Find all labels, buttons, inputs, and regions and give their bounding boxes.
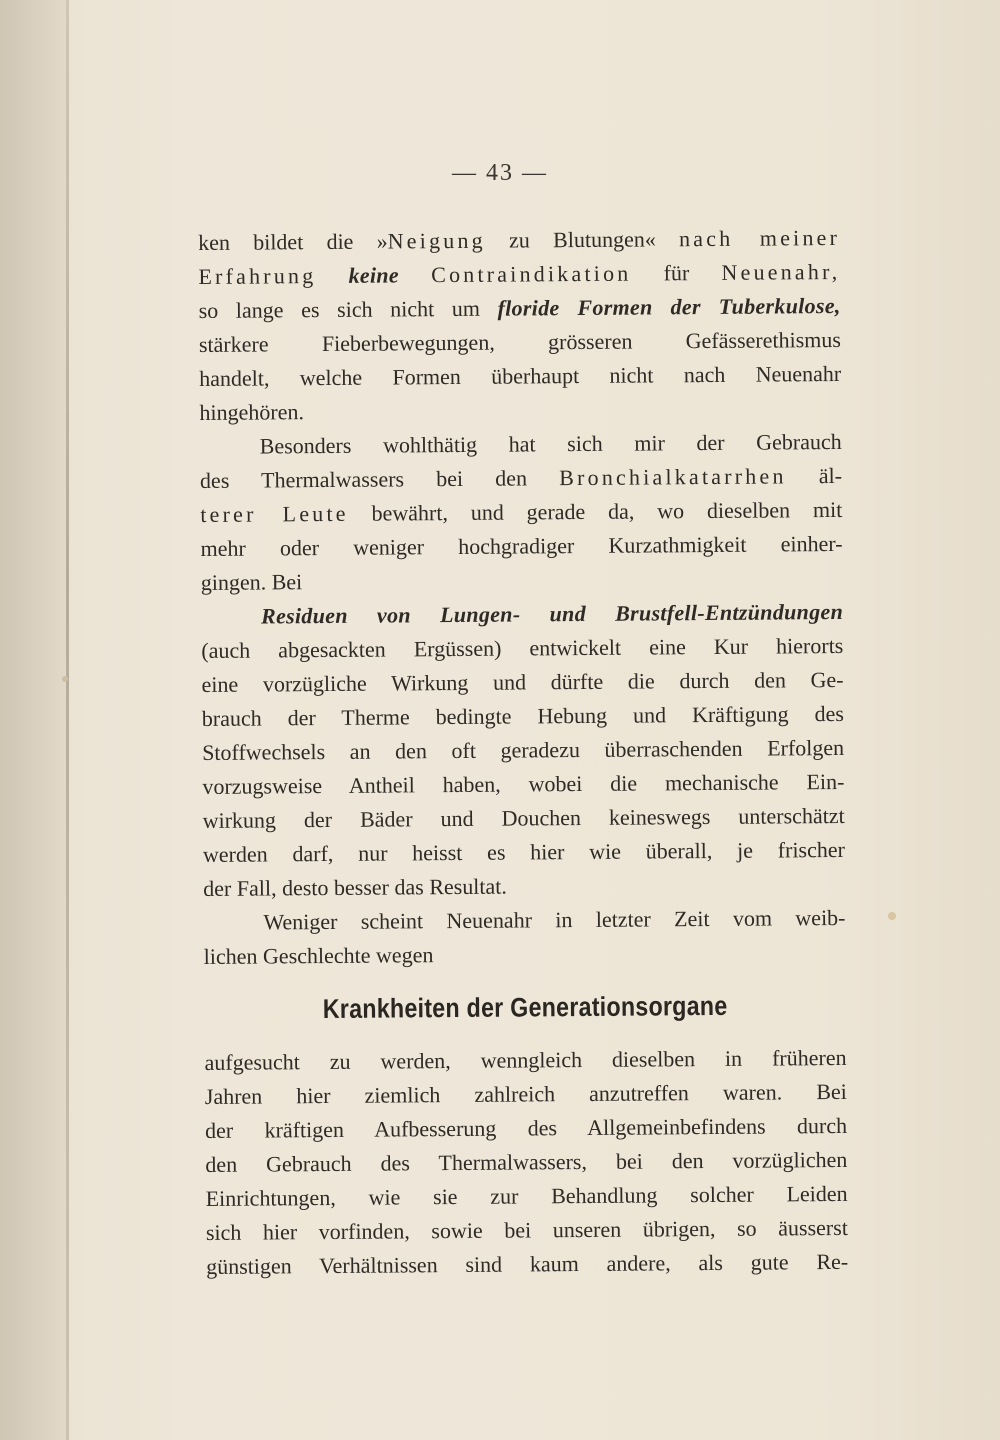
- paragraph-group: [198, 221, 846, 974]
- paper-speck: [888, 912, 896, 920]
- text-run: [316, 263, 348, 288]
- facing-page-edge: [0, 0, 66, 1440]
- text-line: [199, 391, 841, 430]
- text-run: sich hier vorfinden, sowie bei unseren übrigen, so äusserst: [205, 1214, 848, 1245]
- text-run: vorzugsweise Antheil haben, wobei die mechanische Ein-: [202, 768, 845, 799]
- text-run: Weniger scheint Neuenahr in letzter Zeit vom weib-: [263, 904, 846, 935]
- text-line: [203, 833, 845, 872]
- text-run: äl-: [786, 462, 843, 489]
- text-run: brauch der Therme bedingte Hebung und Kräftigung des: [201, 700, 844, 731]
- paragraph-group: [204, 1041, 848, 1284]
- spaced-emphasis: nach meiner: [678, 224, 841, 252]
- text-run: Einrichtungen, wie sie zur Behandlung solcher Leiden: [205, 1180, 848, 1211]
- text-run: wirkung der Bäder und Douchen keineswegs unterschätzt: [202, 802, 845, 833]
- text-line: [206, 1245, 848, 1284]
- text-line: [200, 493, 842, 532]
- text-line: [205, 1109, 847, 1148]
- text-run: stärkere Fieberbewegungen, grösseren Gefässerethismus: [198, 326, 842, 357]
- text-line: [201, 663, 843, 702]
- text-line: [201, 629, 843, 668]
- text-line: [199, 357, 841, 396]
- page-gutter: [66, 0, 69, 1440]
- text-line: [199, 323, 841, 362]
- text-run: des Thermalwassers bei den: [199, 465, 560, 493]
- text-run: [399, 262, 431, 287]
- body-text: [198, 221, 848, 1284]
- text-run: günstigen Verhältnissen sind kaum andere, als gute Re-: [206, 1248, 849, 1279]
- text-run: aufgesucht zu werden, wenngleich dieselben in früheren: [204, 1044, 847, 1075]
- text-line: [203, 867, 845, 906]
- text-run: gingen. Bei: [200, 569, 303, 595]
- text-line: [206, 1211, 848, 1250]
- text-run: der kräftigen Aufbesserung des Allgemeinbefindens durch: [205, 1112, 848, 1143]
- text-run: (auch abgesackten Ergüssen) entwickelt eine Kur hierorts: [201, 632, 844, 663]
- text-line: [201, 561, 843, 600]
- text-line: [200, 459, 842, 498]
- section-heading: Krankheiten der Generationsorgane: [322, 990, 728, 1025]
- text-run: mehr oder weniger hochgradiger Kurzathmigkeit einher-: [200, 530, 843, 561]
- text-run: Stoffwechsels an den oft geradezu überraschenden Erfolgen: [202, 734, 845, 765]
- text-line: [198, 255, 840, 294]
- text-line: [199, 289, 841, 328]
- text-run: werden darf, nur heisst es hier wie überall, je frischer: [202, 836, 846, 867]
- spaced-emphasis: Contraindikation: [431, 260, 632, 288]
- text-line: [204, 1041, 846, 1080]
- text-line: [202, 731, 844, 770]
- text-line: [205, 1143, 847, 1182]
- text-line: [200, 527, 842, 566]
- text-run: zu Blutungen«: [485, 226, 680, 253]
- text-run: den Gebrauch des Thermalwassers, bei den vorzüglichen: [205, 1146, 848, 1177]
- italic-emphasis: keine: [348, 262, 400, 288]
- text-line: [202, 765, 844, 804]
- text-line: [203, 901, 845, 940]
- spaced-emphasis: Bronchialkatarrhen: [559, 463, 787, 491]
- text-line: [202, 697, 844, 736]
- spaced-emphasis: terer Leute: [200, 500, 349, 527]
- text-line: [200, 425, 842, 464]
- text-line: [206, 1177, 848, 1216]
- text-run: Jahren hier ziemlich zahlreich anzutreffen waren. Bei: [204, 1078, 847, 1109]
- text-run: so lange es sich nicht um: [198, 295, 498, 323]
- text-line: [203, 799, 845, 838]
- italic-emphasis: Residuen von Lungen- und Brustfell-Entzündungen: [260, 598, 844, 629]
- italic-emphasis: floride Formen der Tuberkulose,: [497, 292, 841, 321]
- text-line: [198, 221, 840, 260]
- text-run: lichen Geschlechte wegen: [203, 942, 434, 969]
- text-run: hingehören.: [199, 399, 305, 425]
- paper-speck: [62, 676, 68, 682]
- text-run: handelt, welche Formen überhaupt nicht nach Neuenahr: [199, 360, 842, 391]
- spaced-emphasis: Erfahrung: [198, 263, 317, 289]
- page-number: — 43 —: [452, 160, 548, 186]
- text-run: eine vorzügliche Wirkung und dürfte die durch den Ge-: [201, 666, 844, 697]
- spaced-emphasis: Neuenahr,: [721, 258, 841, 285]
- text-run: der Fall, desto besser das Resultat.: [203, 873, 507, 901]
- text-run: für: [631, 259, 722, 286]
- text-run: ken bildet die »: [198, 228, 388, 255]
- text-run: Besonders wohlthätig hat sich mir der Gebrauch: [259, 428, 842, 459]
- text-run: bewährt, und gerade da, wo dieselben mit: [348, 496, 843, 526]
- spaced-emphasis: Neigung: [387, 227, 486, 254]
- text-line: [201, 595, 843, 634]
- text-line: [204, 935, 846, 974]
- text-line: [205, 1075, 847, 1114]
